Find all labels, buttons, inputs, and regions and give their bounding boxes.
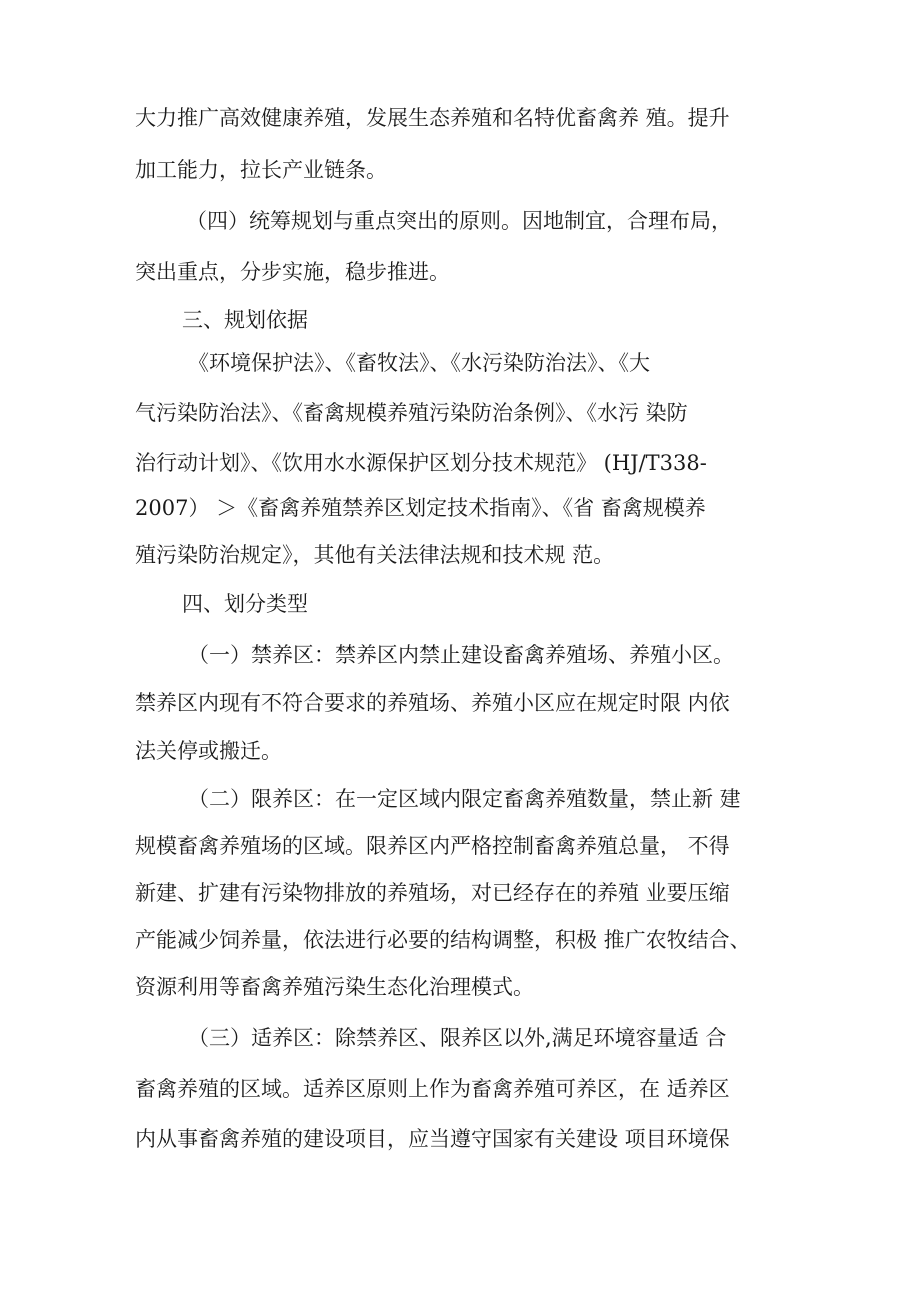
text-line-12: （一）禁养区：禁养区内禁止建设畜禽养殖场、养殖小区。 (188, 643, 734, 667)
text-line-18: 产能减少饲养量，依法进行必要的结构调整，积极 推广农牧结合、 (135, 928, 751, 952)
text-line-6: 《环境保护法》、《畜牧法》、《水污染防治法》、《大 (188, 351, 650, 375)
text-line-7: 气污染防治法》、《畜禽规模养殖污染防治条例》、《水污 染防 (135, 401, 688, 425)
text-line-3: （四）统筹规划与重点突出的原则。因地制宜，合理布局， (186, 209, 732, 233)
text-line-13: 禁养区内现有不符合要求的养殖场、养殖小区应在规定时限 内依 (135, 691, 730, 715)
section-heading-4: 四、划分类型 (182, 592, 308, 616)
text-line-22: 内从事畜禽养殖的建设项目，应当遵守国家有关建设 项目环境保 (135, 1127, 730, 1151)
text-line-1: 大力推广高效健康养殖，发展生态养殖和名特优畜禽养 殖。提升 (135, 106, 730, 130)
text-line-21: 畜禽养殖的区域。适养区原则上作为畜禽养殖可养区，在 适养区 (135, 1077, 730, 1101)
text-line-16: 规模畜禽养殖场的区域。限养区内严格控制畜禽养殖总量， 不得 (135, 834, 730, 858)
text-line-4: 突出重点，分步实施，稳步推进。 (135, 260, 450, 284)
text-line-20: （三）适养区：除禁养区、限养区以外,满足环境容量适 合 (188, 1026, 727, 1050)
text-line-9: 2007） ＞《畜禽养殖禁养区划定技术指南》、《省 畜禽规模养 (135, 496, 706, 520)
text-line-15: （二）限养区：在一定区域内限定畜禽养殖数量，禁止新 建 (188, 787, 741, 811)
text-line-10: 殖污染防治规定》，其他有关法律法规和技术规 范。 (135, 543, 615, 567)
section-heading-3: 三、规划依据 (182, 308, 308, 332)
text-line-14: 法关停或搬迁。 (135, 739, 282, 763)
text-line-19: 资源利用等畜禽养殖污染生态化治理模式。 (135, 975, 534, 999)
text-line-17: 新建、扩建有污染物排放的养殖场，对已经存在的养殖 业要压缩 (135, 881, 730, 905)
text-line-8: 治行动计划》、《饮用水水源保护区划分技术规范》 (HJ/T338- (135, 451, 707, 475)
text-line-2: 加工能力，拉长产业链条。 (135, 158, 387, 182)
